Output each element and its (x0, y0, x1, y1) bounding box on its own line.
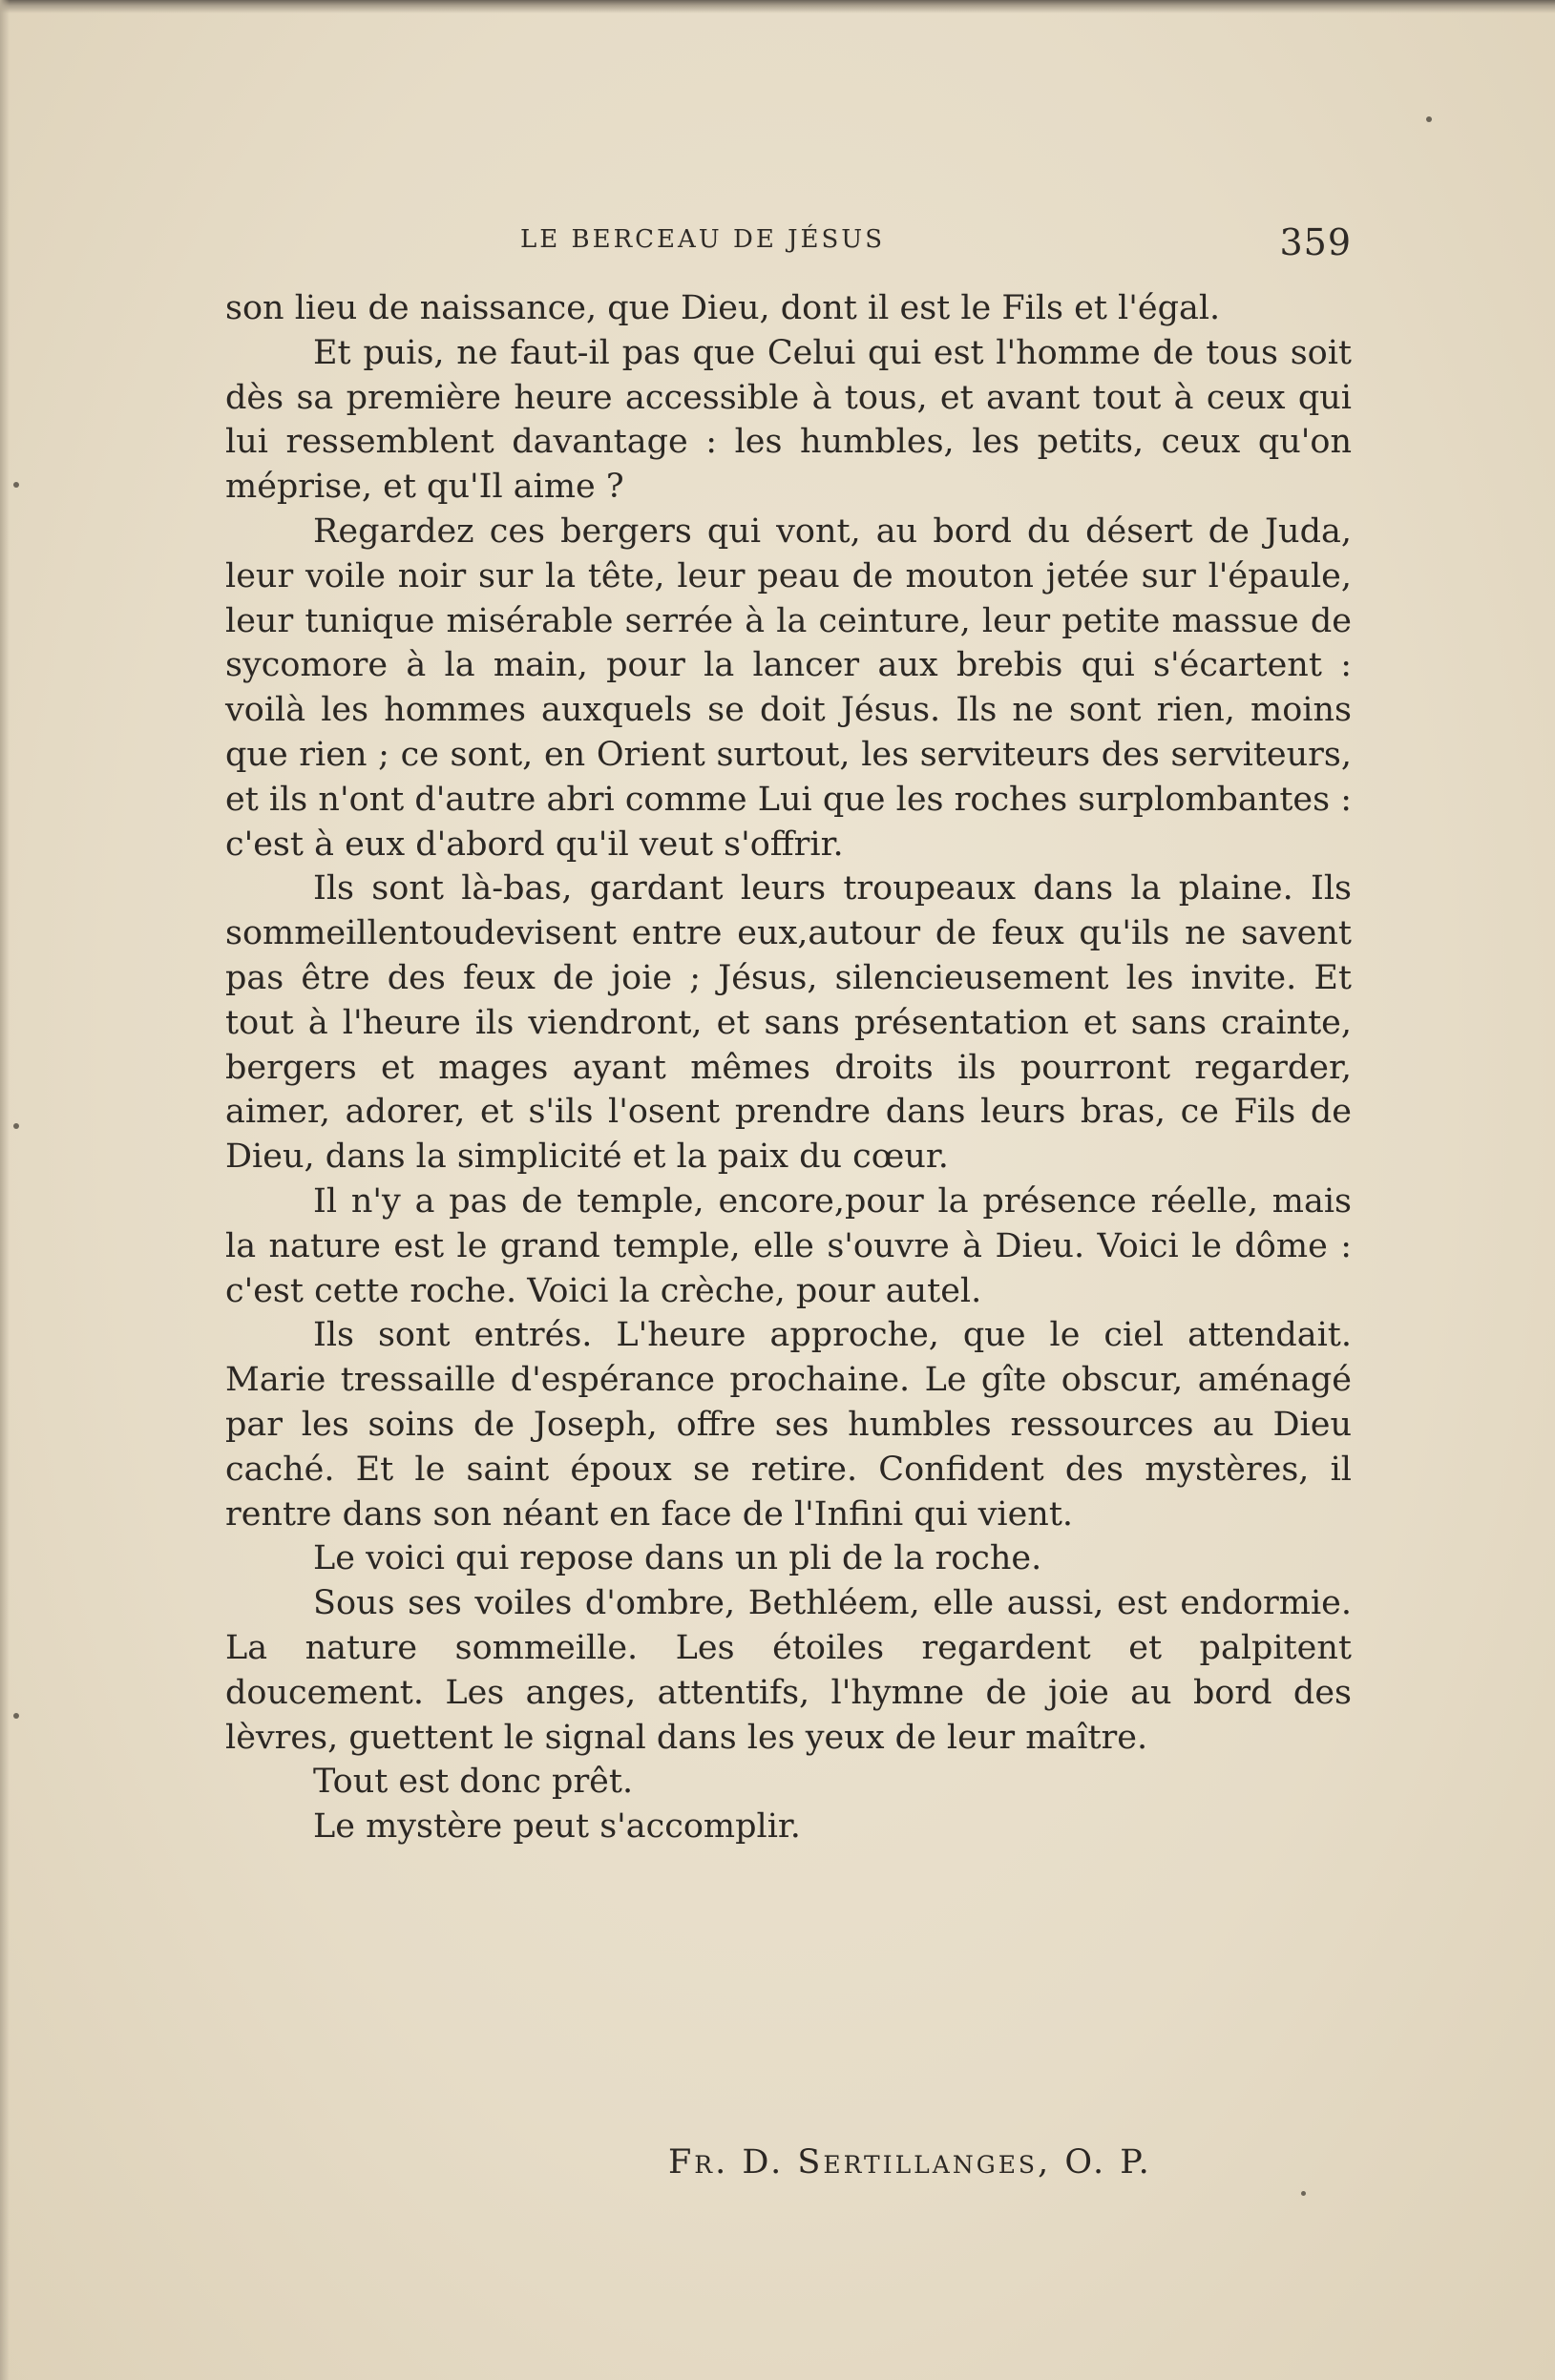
page-top-edge (0, 0, 1555, 13)
paper-speck (13, 1713, 19, 1719)
paper-speck (1301, 2191, 1306, 2196)
author-signature: Fr. D. Sertillanges, O. P. (668, 2143, 1152, 2182)
paragraph: Tout est donc prêt. (313, 1763, 634, 1802)
paragraph: Sous ses voiles d'ombre, Bethléem, elle aussi, est endormie. La nature sommeille. Les étoiles regardent et palpitent doucement. Les anges, attentifs, l'hymne de joie au bord des lèvres, guettent le signal dans les yeux de leur maître. (225, 1584, 1352, 1757)
body-text (225, 286, 1352, 1849)
paragraph: Le mystère peut s'accomplir. (313, 1807, 801, 1847)
paper-speck (13, 1123, 19, 1129)
page-left-edge (0, 0, 10, 2380)
paper-speck (1426, 116, 1432, 122)
page-number: 359 (1279, 221, 1352, 263)
paragraph: Regardez ces bergers qui vont, au bord du désert de Juda, leur voile noir sur la tête, leur peau de mouton jetée sur l'épaule, leur tunique misérable serrée à la ceinture, leur petite massue de sycomore à la main, pour la lancer aux brebis qui s'écartent : voilà les hommes auxquels se doit Jésus. Ils ne sont rien, moins que rien ; ce sont, en Orient surtout, les serviteurs des serviteurs, et ils n'ont d'autre abri comme Lui que les roches surplombantes : c'est à eux d'abord qu'il veut s'offrir. (225, 511, 1352, 864)
paragraph: Ils sont là-bas, gardant leurs troupeaux dans la plaine. Ils sommeillentoudevisent entre eux,autour de feux qu'ils ne savent pas être des feux de joie ; Jésus, silencieusement les invite. Et tout à l'heure ils viendront, et sans présentation et sans crainte, bergers et mages ayant mêmes droits ils pourront regarder, aimer, adorer, et s'ils l'osent prendre dans leurs bras, ce Fils de Dieu, dans la simplicité et la paix du cœur. (225, 869, 1352, 1177)
paragraph: son lieu de naissance, que Dieu, dont il est le Fils et l'égal. (225, 289, 1221, 327)
running-title: LE BERCEAU DE JÉSUS (519, 225, 886, 254)
paper-speck (13, 482, 19, 488)
page-header (225, 221, 1352, 269)
paragraph: Ils sont entrés. L'heure approche, que le ciel attendait. Marie tressaille d'espérance prochaine. Le gîte obscur, aménagé par les soins de Joseph, offre ses humbles ressources au Dieu caché. Et le saint époux se retire. Confident des mystères, il rentre dans son néant en face de l'Infini qui vient. (225, 1316, 1352, 1534)
paragraph: Il n'y a pas de temple, encore,pour la présence réelle, mais la nature est le grand temple, elle s'ouvre à Dieu. Voici le dôme : c'est cette roche. Voici la crèche, pour autel. (225, 1181, 1352, 1310)
paragraph: Et puis, ne faut-il pas que Celui qui est l'homme de tous soit dès sa première heure accessible à tous, et avant tout à ceux qui lui ressemblent davantage : les humbles, les petits, ceux qu'on méprise, et qu'Il aime ? (225, 333, 1352, 507)
paragraph: Le voici qui repose dans un pli de la roche. (313, 1539, 1042, 1578)
